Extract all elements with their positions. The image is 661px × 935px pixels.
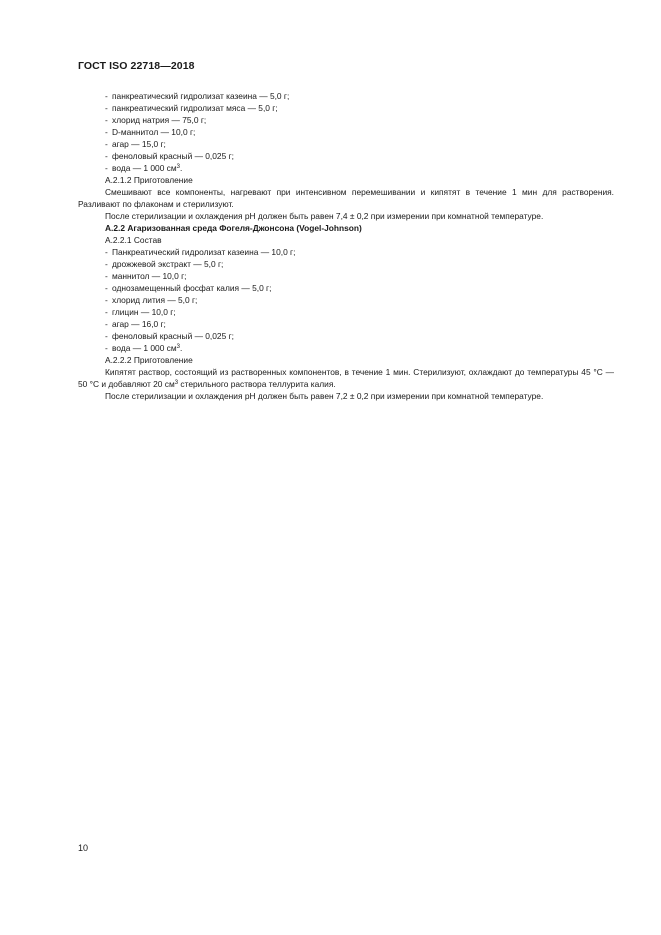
list-item-end: . (179, 343, 183, 353)
list-marker: - (105, 103, 108, 113)
list-item-water (78, 342, 614, 354)
list-item (78, 138, 614, 150)
list-item-text: дрожжевой экстракт — 5,0 г; (112, 259, 224, 269)
list-marker: - (105, 307, 108, 317)
subsection-heading: А.2.1.2 Приготовление (105, 175, 193, 185)
list-item (78, 246, 614, 258)
list-item-end: . (179, 163, 183, 173)
document-header: ГОСТ ISO 22718—2018 (78, 60, 195, 72)
list-marker: - (105, 283, 108, 293)
list-item (78, 306, 614, 318)
list-marker: - (105, 271, 108, 281)
paragraph: После стерилизации и охлаждения pH должен быть равен 7,4 ± 0,2 при измерении при комнатной температуре. (105, 211, 544, 221)
list-item (78, 114, 614, 126)
list-marker: - (105, 163, 108, 173)
list-item-text: феноловый красный — 0,025 г; (112, 151, 234, 161)
paragraph (78, 366, 614, 390)
subsection-heading: А.2.2.2 Приготовление (105, 355, 193, 365)
list-item-text: маннитол — 10,0 г; (112, 271, 187, 281)
list-marker: - (105, 295, 108, 305)
superscript: 3 (176, 344, 180, 350)
list-item (78, 126, 614, 138)
list-marker: - (105, 247, 108, 257)
list-item-text: феноловый красный — 0,025 г; (112, 331, 234, 341)
list-item-text: хлорид лития — 5,0 г; (112, 295, 198, 305)
list-item (78, 150, 614, 162)
list-item-text: панкреатический гидролизат мяса — 5,0 г; (112, 103, 278, 113)
paragraph-text: Кипятят раствор, состоящий из растворенных компонентов, в течение 1 мин. Стерилизуют, охлаждают до температуры 45 °С — 50 °С и добавляют 20 см (78, 367, 614, 389)
superscript: 3 (176, 164, 180, 170)
paragraph: Смешивают все компоненты, нагревают при интенсивном перемешивании и кипятят в течение 1 мин для растворения. Разливают по флаконам и стерилизуют. (78, 187, 614, 209)
list-item (78, 102, 614, 114)
subsection-heading: А.2.2.1 Состав (105, 235, 162, 245)
list-marker: - (105, 139, 108, 149)
list-item-text: агар — 15,0 г; (112, 139, 166, 149)
list-item (78, 282, 614, 294)
list-item-text: однозамещенный фосфат калия — 5,0 г; (112, 283, 272, 293)
list-item (78, 318, 614, 330)
list-marker: - (105, 331, 108, 341)
list-item-text: Панкреатический гидролизат казеина — 10,0 г; (112, 247, 296, 257)
list-marker: - (105, 343, 108, 353)
list-marker: - (105, 127, 108, 137)
paragraph-text: стерильного раствора теллурита калия. (178, 379, 336, 389)
paragraph: После стерилизации и охлаждения pH должен быть равен 7,2 ± 0,2 при измерении при комнатной температуре. (105, 391, 544, 401)
list-item-text: панкреатический гидролизат казеина — 5,0 г; (112, 91, 290, 101)
list-item (78, 90, 614, 102)
superscript: 3 (174, 380, 179, 386)
list-item (78, 258, 614, 270)
list-marker: - (105, 91, 108, 101)
list-item (78, 330, 614, 342)
list-item-text: глицин — 10,0 г; (112, 307, 176, 317)
document-body (78, 90, 614, 402)
list-item-text: вода — 1 000 см (112, 163, 177, 173)
list-item-text: D-маннитол — 10,0 г; (112, 127, 196, 137)
section-title: А.2.2 Агаризованная среда Фогеля-Джонсона (Vogel-Johnson) (105, 223, 362, 233)
list-marker: - (105, 151, 108, 161)
list-item-text: агар — 16,0 г; (112, 319, 166, 329)
list-marker: - (105, 259, 108, 269)
list-item (78, 270, 614, 282)
list-item-text: вода — 1 000 см (112, 343, 177, 353)
list-item-text: хлорид натрия — 75,0 г; (112, 115, 207, 125)
page-number: 10 (78, 843, 89, 853)
list-marker: - (105, 115, 108, 125)
list-marker: - (105, 319, 108, 329)
list-item-water (78, 162, 614, 174)
list-item (78, 294, 614, 306)
